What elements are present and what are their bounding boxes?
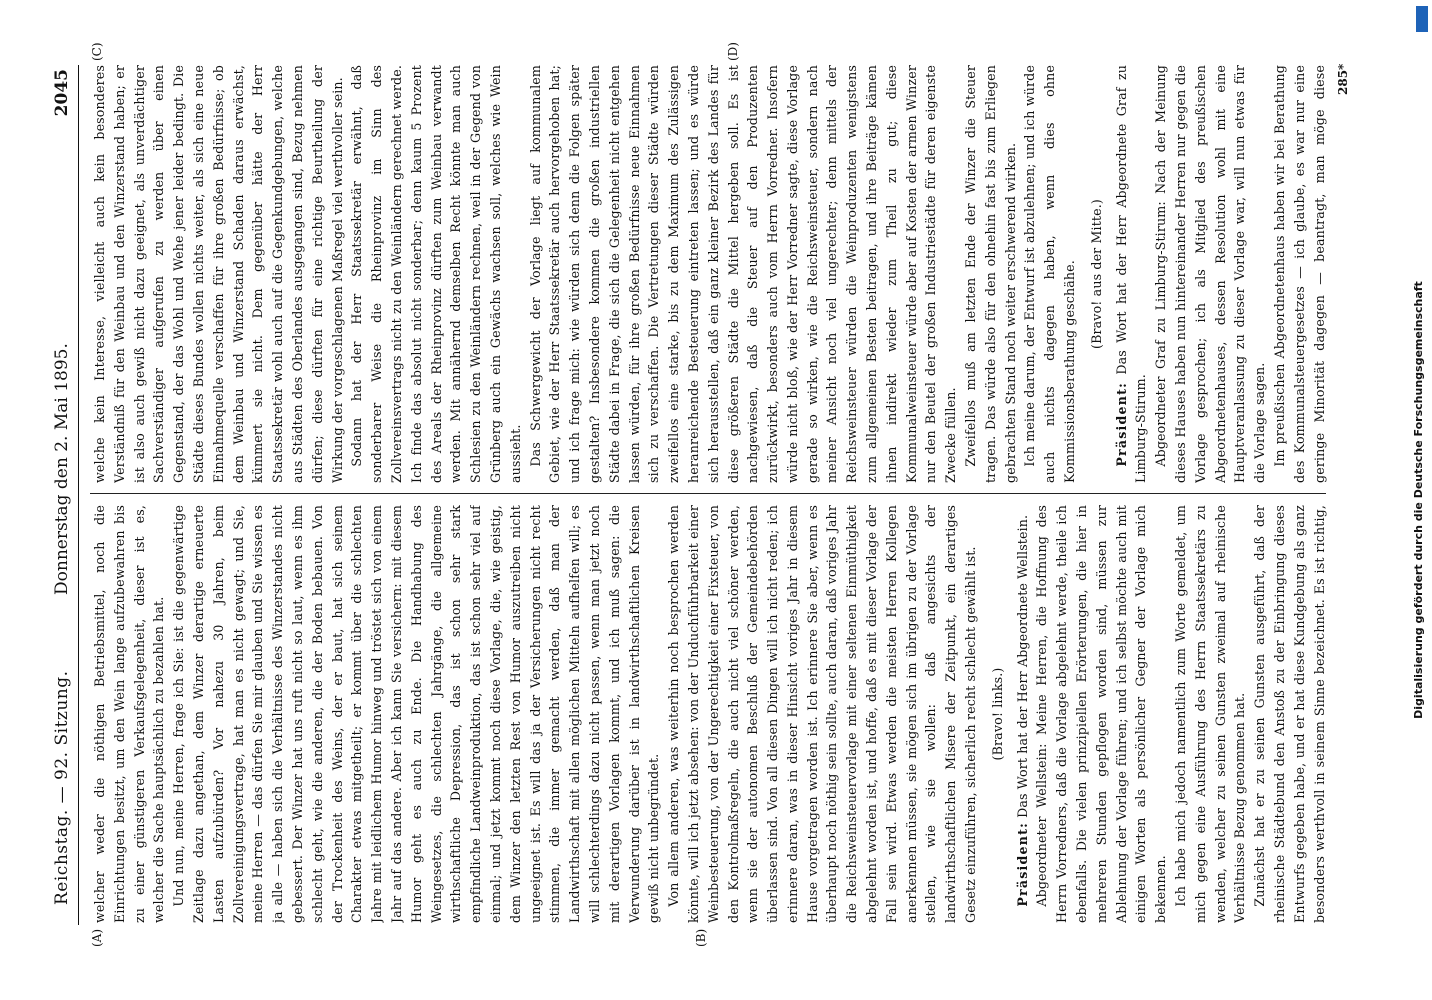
paragraph-text: Ich habe mich jedoch namentlich zum Worte gemeldet, um mich gegen eine Ausführung des Herrn Staatssekretärs zu wenden, welcher zu seinen Gunsten zweimal auf rheinische Verhältnisse Bezug genommen hat. (1173, 505, 1248, 923)
paragraph-text: Ich meine darum, der Entwurf ist abzulehnen; und ich würde auch nichts dagegen haben, wenn dies ohne Kommissionsberathung geschähe. (1022, 65, 1078, 483)
speaker-label: Präsident: (1113, 382, 1129, 467)
paragraph-text: Zunächst hat er zu seinen Gunsten ausgeführt, daß der rheinische Städtebund den Anstoß zu der Einbringung dieses Entwurfs gegeben habe, und er hat diese Kundgebung als ganz besonders werthvoll in seinem Sinne bezeichnet. Es ist richtig, (1252, 505, 1327, 923)
paragraph (1270, 65, 1330, 483)
paragraph (1013, 505, 1033, 923)
document-page (26, 25, 1406, 975)
margin-marker-a: (A) (90, 928, 104, 947)
paragraph-text: Und nun, meine Herren, frage ich Sie: ist die gegenwärtige Zeitlage dazu angethan, dem Winzer derartige erneuerte Lasten aufzubürden? Vor nahezu 30 Jahren, beim Zollvereinigungsvertrage, hat man es nicht gewagt; und Sie, meine Herren — das dürfen Sie mir glauben und Sie wissen es ja alle — haben sich die Verhältnisse des Winzerstandes nicht gebessert. Der Winzer hat uns ruft nicht so laut, wenn es ihm schlecht geht, wie die anderen, die der Boden bebauen. Von der Trockenheit des Weins, der er baut, hat sich seinem Charakter etwas mitgetheilt; er kommt über die schlechten Jahre mit leidlichem Humor hinweg und tröstet sich von einem Jahr auf das andere. Aber ich kann Sie versichern: mit diesem Humor geht es auch zu Ende. Die Handhabung des Weingesetzes, die schlechten Jahrgänge, die allgemeine wirthschaftliche Depression, das ist schon sehr stark empfindliche Landweinproduktion, das ist schon sehr viel auf einmal; und jetzt kommt noch diese Vorlage, die, wie geistig, dem Winzer den letzten Rest von Humor auszutreiben nicht ungeeignet ist. Es will das ja der Versicherungen nicht recht stimmen, die immer gemacht werden, daß man der Landwirthschaft mit allen möglichen Mitteln aufhelfen will; es will schlechterdings dazu nicht passen, wenn man jetzt noch mit derartigen Vorlagen kommt, und ich muß sagen: die Verwunderung darüber ist in landwirthschaftlichen Kreisen gewiß nicht unbegründet. (171, 505, 662, 923)
paragraph-text: Zweifellos muß am letzten Ende der Winzer die Steuer tragen. Das würde also für den ohnehin fast bis zum Erliegen gebrachten Stand noch weiter erschwerend wirken. (963, 65, 1018, 483)
margin-marker-d: (D) (726, 42, 740, 61)
paragraph-text: (Bravo! aus der Mitte.) (1088, 199, 1104, 349)
paragraph-text: Sodann hat der Herr Staatssekretär erwähnt, daß sonderbarer Weise die Rheinprovinz im Sinn des Zollvereinsvertrags nicht zu den Weinländern gerechnet werde. Ich finde das absolut nicht sonderbar; denn kaum 5 Prozent des Areals der Rheinprovinz dürften zum Weinbau verwandt werden. Mit annähernd demselben Recht könnte man auch Schlesien zu den Weinländern rechnen, weil in der Gegend von Grünberg auch ein Gewächs wachsen soll, welches wie Wein aussieht. (349, 65, 523, 483)
paragraph (526, 65, 962, 483)
paragraph (1020, 65, 1079, 483)
paragraph (1112, 65, 1152, 483)
interjection (988, 505, 1008, 923)
speaker-label: Präsident: (1014, 822, 1030, 907)
paragraph (90, 65, 347, 483)
paragraph-text: welcher weder die nöthigen Betriebsmittel, noch die Einrichtungen besitzt, um den Wein lange aufzubewahren bis zu einer günstigeren Verkaufsgelegenheit, dieser ist es, welcher die Sache hauptsächlich zu bezahlen hat. (92, 505, 167, 923)
paragraph-text: Abgeordneter Wellstein: Meine Herren, die Hoffnung des Herrn Vorredners, daß die Vorlage abgelehnt werde, theile ich ebenfalls. Die vielen prinzipiellen Erörterungen, die hier in mehreren Stunden gepflogen worden sind, müssen zur Ablehnung der Vorlage führen; und ich selbst möchte auch mit einigen Worten als persönlicher Gegner der Vorlage mich bekennen. (1034, 505, 1169, 923)
signature-mark: 285* (1336, 63, 1350, 95)
page-number: 2045 (52, 69, 72, 117)
session-heading: Reichstag. — 92. Sitzung. (52, 670, 72, 905)
margin-marker-b: (B) (694, 928, 708, 947)
paragraph (1032, 505, 1171, 923)
paragraph-text: welche kein Interesse, vielleicht auch kein besonderes Verständniß für den Weinbau und den Winzerstand haben; er ist also auch gewiß nicht dazu geeignet, als unverdächtiger Sachverständiger aufgerufen zu werden über einen Gegenstand, der das Wohl und Wehe jener leider bedingt. Die Städte dieses Bundes wollen nichts weiter, als sich eine neue Einnahmequelle verschaffen für ihre großen Bedürfnisse; ob dem Weinbau und Winzerstand Schaden daraus erwächst, kümmert sie nicht. Dem gegenüber hätte der Herr Staatssekretär wohl auch auf die Gegenkundgebungen, welche aus Städten des Oberlandes ausgegangen sind, Bezug nehmen dürfen; diese dürften für eine richtige Beurtheilung der Wirkung der vorgeschlagenen Maßregel viel werthvoller sein. (92, 65, 345, 483)
paragraph (90, 505, 169, 923)
right-text-column (90, 65, 1330, 483)
date-heading: Donnerstag den 2. Mai 1895. (52, 343, 72, 595)
paragraph (1171, 505, 1250, 923)
paragraph-text: Das Wort hat der Herr Abgeordnete Graf zu Limburg-Stirum. (1113, 65, 1149, 483)
column-divider (90, 493, 1326, 494)
digitization-note-text: Digitalisierung gefördert durch die Deutsche Forschungsgemeinschaft (1412, 281, 1425, 719)
digitization-note (1412, 0, 1426, 1000)
margin-marker-c: (C) (90, 42, 104, 61)
left-text-column (90, 505, 1330, 923)
paragraph (664, 505, 981, 923)
paragraph (1151, 65, 1270, 483)
page-header (48, 65, 79, 925)
paragraph-text: Abgeordneter Graf zu Limburg-Stirum: Nach der Meinung dieses Hauses haben nun hintereinander Herren nur gegen die Vorlage gesprochen; ich als Mitglied des preußischen Abgeordnetenhauses, dessen Resolution wohl mit eine Hauptveranlassung zu dieser Vorlage war, will nun etwas für die Vorlage sagen. (1153, 65, 1268, 483)
paragraph (347, 65, 525, 483)
paragraph-text: (Bravo! links.) (989, 667, 1005, 761)
paragraph (1250, 505, 1330, 923)
paragraph (961, 65, 1020, 483)
paragraph-text: Von allem anderen, was weiterhin noch besprochen werden könnte, will ich jetzt absehen: von der Unduchführbarkeit einer Weinbesteuerung, von der Ungerechtigkeit einer Fixsteuer, von den Kontrolmaßregeln, die auch nicht viel schöner werden, wenn sie der autonomen Beschluß der Gemeindebehörden überlassen sind. Von all diesen Dingen will ich nicht reden; ich erinnere daran, was in dieser Hinsicht voriges Jahr in diesem Hause vorgetragen worden ist. Ich erinnere Sie aber, wenn es überhaupt noch nöthig sein sollte, auch daran, daß voriges Jahr die Reichsweinsteuervorlage mit einer seltenen Einmüthigkeit abgelehnt worden ist, und hoffe, daß es mit dieser Vorlage der Fall sein wird. Etwas werden die meisten Herren Kollegen anerkennen müssen, sie mögen sich im übrigen zu der Vorlage stellen, wie sie wollen: daß angesichts der landwirthschaftlichen Misere der Zeitpunkt, ein derartiges Gesetz einzuführen, sicherlich recht schlecht gewählt ist. (666, 505, 979, 923)
interjection (1087, 65, 1107, 483)
paragraph-text: Das Wort hat der Herr Abgeordnete Wellstein. (1014, 514, 1030, 823)
paragraph-text: Das Schwergewicht der Vorlage liegt auf kommunalem Gebiet, wie der Herr Staatssekretär auch hervorgehoben hat; und ich frage mich: wie würden sich denn die Folgen später gestalten? Insbesondere kommen die großen industriellen Städte dabei in Frage, die sich die Gelegenheit nicht entgehen lassen würden, für ihre großen Bedürfnisse neue Einnahmen sich zu verschaffen. Die Vertretungen dieser Städte würden zweifellos eine starke, bis zu dem Maximum des Zulässigen heranreichende Besteuerung eintreten lassen; und es würde sich herausstellen, daß ein ganz kleiner Bezirk des Landes für diese größeren Städte die Mittel hergeben soll. Es ist nachgewiesen, daß die Steuer auf den Produzenten zurückwirkt, besonders auch vom Herrn Vorredner. Insofern würde nicht bloß, wie der Herr Vorredner sagte, diese Vorlage gerade so wirken, wie die Reichsweinsteuer, sondern nach meiner Ansicht noch viel ungerechter; denn mittels der Reichsweinsteuer würden die Weinproduzenten wenigstens zum allgemeinen Besten beitragen, und ihre Beiträge kämen ihnen indirekt wieder zum Theil zu gut; diese Kommunalweinsteuer würde aber auf Kosten der armen Winzer nur den Beutel der großen Industriestädte für deren eigenste Zwecke füllen. (527, 65, 959, 483)
paragraph (169, 505, 664, 923)
paragraph-text: Im preußischen Abgeordnetenhaus haben wir bei Berathung des Kommunalsteuergesetzes — ich glaube, es war nur eine geringe Minorität dagegen — beantragt, man möge diese (1272, 65, 1327, 483)
